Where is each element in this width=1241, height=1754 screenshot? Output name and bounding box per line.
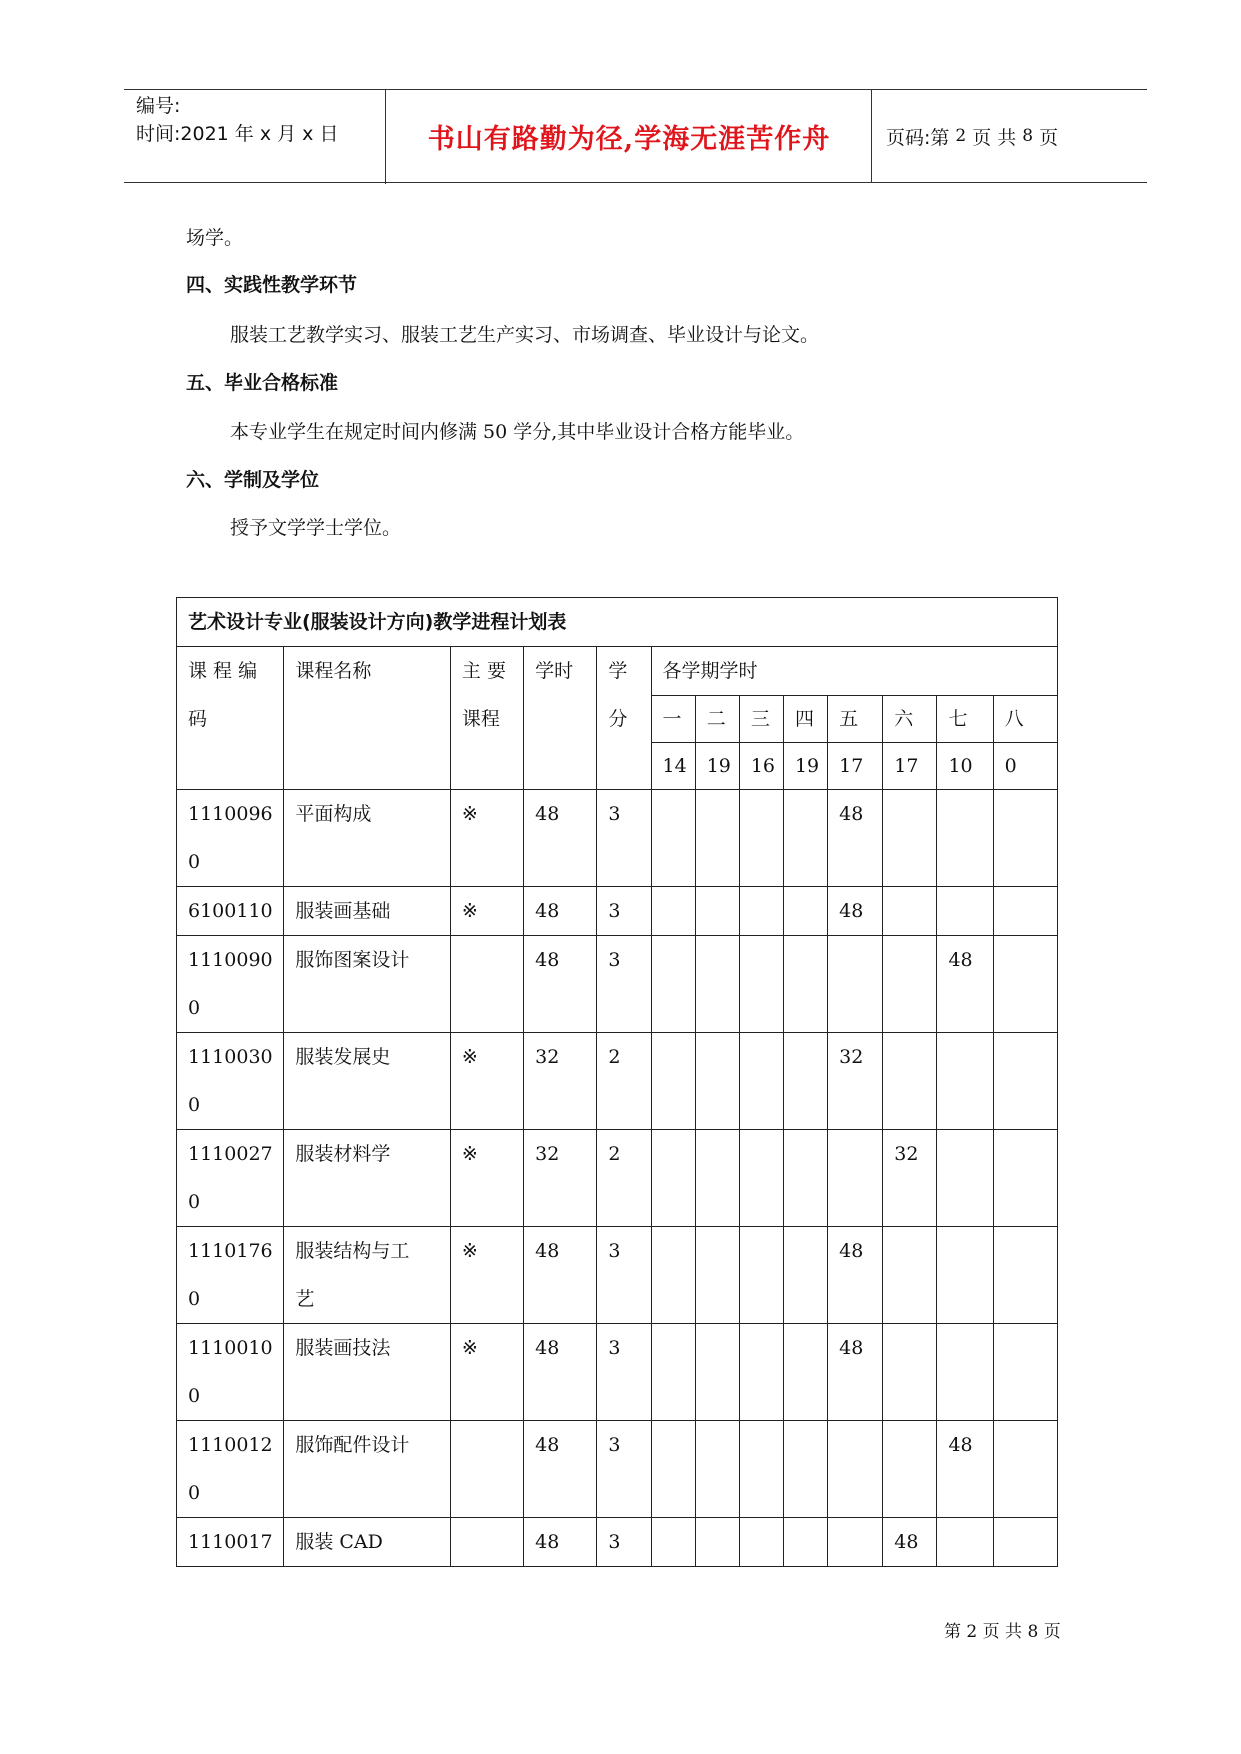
semester-hours-cell [739,1421,783,1518]
course-credit-text: 2 [608,1143,621,1165]
page-prefix: 页码:第 [886,126,950,149]
course-row [177,1421,1058,1518]
footer-suffix: 页 [1043,1622,1061,1642]
page-mid: 页 共 [972,126,1017,149]
semester-hours-cell [883,1518,937,1567]
course-hours-text: 48 [535,949,560,971]
main-course-mark [450,790,523,887]
semester-hours-cell [695,936,739,1033]
main-course-mark [450,1033,523,1130]
weeks-cell: 17 [828,743,883,790]
semester-hours-cell [651,887,695,936]
course-code-text: 1110017 [188,1531,273,1553]
course-hours [524,1421,597,1518]
weeks-cell: 14 [651,743,695,790]
semester-hours-cell-text: 48 [839,803,864,825]
semester-cell: 六 [883,696,937,743]
semester-hours-cell [651,936,695,1033]
number-label: 编号: [136,95,181,117]
semester-hours-cell [937,936,993,1033]
semester-hours-cell [828,1227,883,1324]
course-code [177,1324,284,1421]
header-motto: 书山有路勤为径,学海无涯苦作舟 [387,90,872,182]
semester-hours-cell [883,790,937,887]
semester-hours-cell [783,1033,827,1130]
semester-hours-cell [783,1421,827,1518]
semester-hours-cell [993,1227,1057,1324]
semester-hours-cell [739,1518,783,1567]
course-code-text: 0 [188,1482,201,1504]
semester-hours-cell [937,1130,993,1227]
course-name [284,1421,451,1518]
semester-hours-cell [993,936,1057,1033]
main-course-mark [450,887,523,936]
page-header [124,89,1147,183]
semester-hours-cell-text: 32 [894,1143,919,1165]
course-credit [597,1227,651,1324]
semester-hours-cell [783,887,827,936]
course-code-text: 0 [188,1288,201,1310]
course-credit [597,1324,651,1421]
semester-hours-cell [883,1033,937,1130]
header-hours: 学时 [524,647,597,790]
semester-hours-cell [651,1324,695,1421]
main-course-mark-text: ※ [461,1143,478,1165]
semester-hours-cell [937,790,993,887]
course-name-text: 服饰配件设计 [295,1434,410,1456]
course-code-text: 1110010 [188,1337,273,1359]
course-hours-text: 48 [535,1240,560,1262]
course-code [177,1227,284,1324]
semester-hours-cell [828,1518,883,1567]
course-hours-text: 48 [535,900,560,922]
header-course-name: 课程名称 [284,647,451,790]
table-title-row [177,598,1058,647]
header-credit-line1: 学 [608,660,628,682]
course-name-text [295,838,442,886]
semester-hours-cell [739,790,783,887]
paragraph-practice: 服装工艺教学实习、服装工艺生产实习、市场调查、毕业设计与论文。 [230,324,820,346]
semester-hours-cell [993,1130,1057,1227]
course-name-text: 服装画基础 [295,900,391,922]
header-course-code-line1: 课 程 编 [188,660,258,682]
body-line-1: 场学。 [186,227,244,249]
course-code-text: 0 [188,997,201,1019]
course-name-text [295,1469,442,1517]
course-code [177,1033,284,1130]
course-credit-text: 3 [608,803,621,825]
semester-hours-cell [993,1518,1057,1567]
semester-hours-cell [828,1324,883,1421]
course-hours-text: 48 [535,1531,560,1553]
course-name-text: 平面构成 [295,803,372,825]
semester-cell: 一 [651,696,695,743]
course-hours [524,1227,597,1324]
header-semester-hours: 各学期学时 [651,647,1057,696]
course-name-text: 服装画技法 [295,1337,391,1359]
semester-hours-cell [651,1227,695,1324]
semester-cell: 四 [783,696,827,743]
main-course-mark-text: ※ [461,803,478,825]
semester-hours-cell [883,1130,937,1227]
semester-hours-cell [993,887,1057,936]
semester-hours-cell [937,1033,993,1130]
course-row [177,1130,1058,1227]
course-hours [524,1130,597,1227]
course-name-text [295,1372,442,1420]
semester-hours-cell [651,790,695,887]
semester-hours-cell [993,790,1057,887]
weeks-cell: 0 [993,743,1057,790]
course-code [177,1130,284,1227]
semester-hours-cell [739,936,783,1033]
course-rows [177,790,1058,1567]
course-hours-text: 48 [535,1337,560,1359]
footer-total-pages: 8 [1027,1622,1039,1642]
footer-mid: 页 共 [982,1622,1023,1642]
main-course-mark [450,1227,523,1324]
semester-hours-cell [828,887,883,936]
course-code-text: 1110012 [188,1434,273,1456]
date-label: 时间:2021 年 x 月 x 日 [136,123,339,145]
course-code-text: 0 [188,1385,201,1407]
semester-hours-cell [993,1324,1057,1421]
main-course-mark-text: ※ [461,1046,478,1068]
course-name [284,1324,451,1421]
semester-hours-cell [828,1130,883,1227]
course-code-text: 1110030 [188,1046,273,1068]
course-credit-text: 3 [608,1337,621,1359]
header-credit-line2: 分 [608,708,628,730]
course-name [284,1518,451,1567]
semester-hours-cell [937,1227,993,1324]
course-hours [524,887,597,936]
semester-hours-cell [695,1324,739,1421]
course-code-text: 0 [188,1094,201,1116]
weeks-cell: 19 [783,743,827,790]
weeks-cell: 16 [739,743,783,790]
header-meta [124,90,386,184]
course-code-text: 0 [188,851,201,873]
heading-practice: 四、实践性教学环节 [186,274,358,296]
course-credit [597,1130,651,1227]
semester-hours-cell [993,1033,1057,1130]
course-credit-text: 3 [608,1531,621,1553]
course-code-text: 0 [188,1191,201,1213]
weeks-cell: 17 [883,743,937,790]
semester-hours-cell [739,1033,783,1130]
main-course-mark [450,1518,523,1567]
semester-hours-cell [783,1227,827,1324]
semester-hours-cell [937,1518,993,1567]
semester-hours-cell [783,1324,827,1421]
semester-hours-cell [993,1421,1057,1518]
semester-hours-cell [783,1518,827,1567]
semester-hours-cell [828,1421,883,1518]
semester-hours-cell [651,1518,695,1567]
course-credit-text: 3 [608,1434,621,1456]
semester-hours-cell-text: 48 [839,1337,864,1359]
semester-hours-cell [695,1421,739,1518]
course-name-text: 服装 CAD [295,1531,383,1553]
semester-cell: 七 [937,696,993,743]
course-credit [597,1518,651,1567]
semester-hours-cell [828,1033,883,1130]
semester-hours-cell [695,887,739,936]
course-row [177,790,1058,887]
course-hours [524,790,597,887]
semester-hours-cell-text: 48 [839,900,864,922]
semester-hours-cell [695,1227,739,1324]
course-name-text: 艺 [295,1288,315,1310]
course-row [177,1518,1058,1567]
semester-cell: 二 [695,696,739,743]
course-code-text: 1110096 [188,803,273,825]
semester-hours-cell [937,887,993,936]
semester-hours-cell-text: 48 [894,1531,919,1553]
footer-current-page: 2 [966,1622,978,1642]
page-footer [944,1617,1061,1642]
page-total: 8 [1022,126,1034,146]
semester-hours-cell [695,1518,739,1567]
semester-hours-cell [651,1130,695,1227]
course-row [177,887,1058,936]
semester-hours-cell-text: 48 [948,1434,973,1456]
footer-prefix: 第 [944,1622,961,1642]
semester-hours-cell [651,1421,695,1518]
course-credit-text: 3 [608,1240,621,1262]
main-course-mark-text: ※ [461,900,478,922]
course-hours-text: 48 [535,803,560,825]
semester-cell: 三 [739,696,783,743]
table-title: 艺术设计专业(服装设计方向)教学进程计划表 [177,598,1058,647]
course-code-text: 1110090 [188,949,273,971]
table-header-row [177,647,1058,696]
course-code-text: 6100110 [188,900,273,922]
course-name-text: 服装材料学 [295,1143,391,1165]
semester-hours-cell [883,1421,937,1518]
semester-hours-cell [883,1324,937,1421]
semester-hours-cell [651,1033,695,1130]
main-course-mark-text: ※ [461,1240,478,1262]
main-course-mark-text: ※ [461,1337,478,1359]
page-current: 2 [955,126,967,146]
header-main-course-line1: 主 要 [461,660,506,682]
course-name-text: 服装结构与工 [295,1240,410,1262]
paragraph-graduation: 本专业学生在规定时间内修满 50 学分,其中毕业设计合格方能毕业。 [230,421,805,443]
course-hours-text: 48 [535,1434,560,1456]
teaching-plan-table [176,597,1058,1567]
semester-hours-cell-text: 32 [839,1046,864,1068]
semester-hours-cell [883,1227,937,1324]
semester-hours-cell [937,1421,993,1518]
heading-degree: 六、学制及学位 [186,469,320,491]
semester-hours-cell [739,1324,783,1421]
course-code [177,1518,284,1567]
semester-hours-cell [783,1130,827,1227]
course-name [284,1130,451,1227]
semester-hours-cell [695,1130,739,1227]
weeks-cell: 10 [937,743,993,790]
semester-hours-cell [739,1130,783,1227]
course-code [177,790,284,887]
course-code-text: 1110027 [188,1143,273,1165]
course-code [177,936,284,1033]
semester-cell: 八 [993,696,1057,743]
course-name [284,887,451,936]
course-credit-text: 3 [608,949,621,971]
course-credit [597,936,651,1033]
course-name [284,790,451,887]
course-row [177,936,1058,1033]
course-name [284,1033,451,1130]
page-suffix: 页 [1039,126,1059,149]
course-credit [597,1421,651,1518]
course-hours [524,1518,597,1567]
semester-hours-cell [783,936,827,1033]
header-page-indicator [874,90,1147,182]
main-course-mark [450,1130,523,1227]
semester-hours-cell [783,790,827,887]
course-code-text: 1110176 [188,1240,273,1262]
course-name-text [295,1081,442,1129]
semester-hours-cell [828,790,883,887]
header-main-course-line2: 课程 [461,708,500,730]
header-course-code [177,647,284,790]
course-hours [524,936,597,1033]
course-credit-text: 3 [608,900,621,922]
weeks-cell: 19 [695,743,739,790]
course-credit [597,887,651,936]
course-hours [524,1033,597,1130]
course-credit [597,790,651,887]
header-course-code-line2: 码 [188,708,208,730]
course-row [177,1227,1058,1324]
main-course-mark [450,1324,523,1421]
course-name-text [295,984,442,1032]
main-course-mark [450,936,523,1033]
course-name-text: 服装发展史 [295,1046,391,1068]
course-hours-text: 32 [535,1143,560,1165]
semester-hours-cell [883,936,937,1033]
course-name-text: 服饰图案设计 [295,949,410,971]
semester-hours-cell [883,887,937,936]
course-code [177,1421,284,1518]
course-hours-text: 32 [535,1046,560,1068]
course-code [177,887,284,936]
course-hours [524,1324,597,1421]
heading-graduation: 五、毕业合格标准 [186,372,339,394]
semester-hours-cell [739,1227,783,1324]
header-main-course [450,647,523,790]
course-credit [597,1033,651,1130]
semester-hours-cell [739,887,783,936]
course-name [284,936,451,1033]
main-course-mark [450,1421,523,1518]
course-name [284,1227,451,1324]
semester-hours-cell [937,1324,993,1421]
course-row [177,1033,1058,1130]
header-credit [597,647,651,790]
semester-hours-cell-text: 48 [839,1240,864,1262]
semester-cell: 五 [828,696,883,743]
semester-hours-cell-text: 48 [948,949,973,971]
course-credit-text: 2 [608,1046,621,1068]
course-row [177,1324,1058,1421]
course-name-text [295,1178,442,1226]
paragraph-degree: 授予文学学士学位。 [230,517,402,539]
semester-hours-cell [695,790,739,887]
semester-hours-cell [828,936,883,1033]
semester-hours-cell [695,1033,739,1130]
